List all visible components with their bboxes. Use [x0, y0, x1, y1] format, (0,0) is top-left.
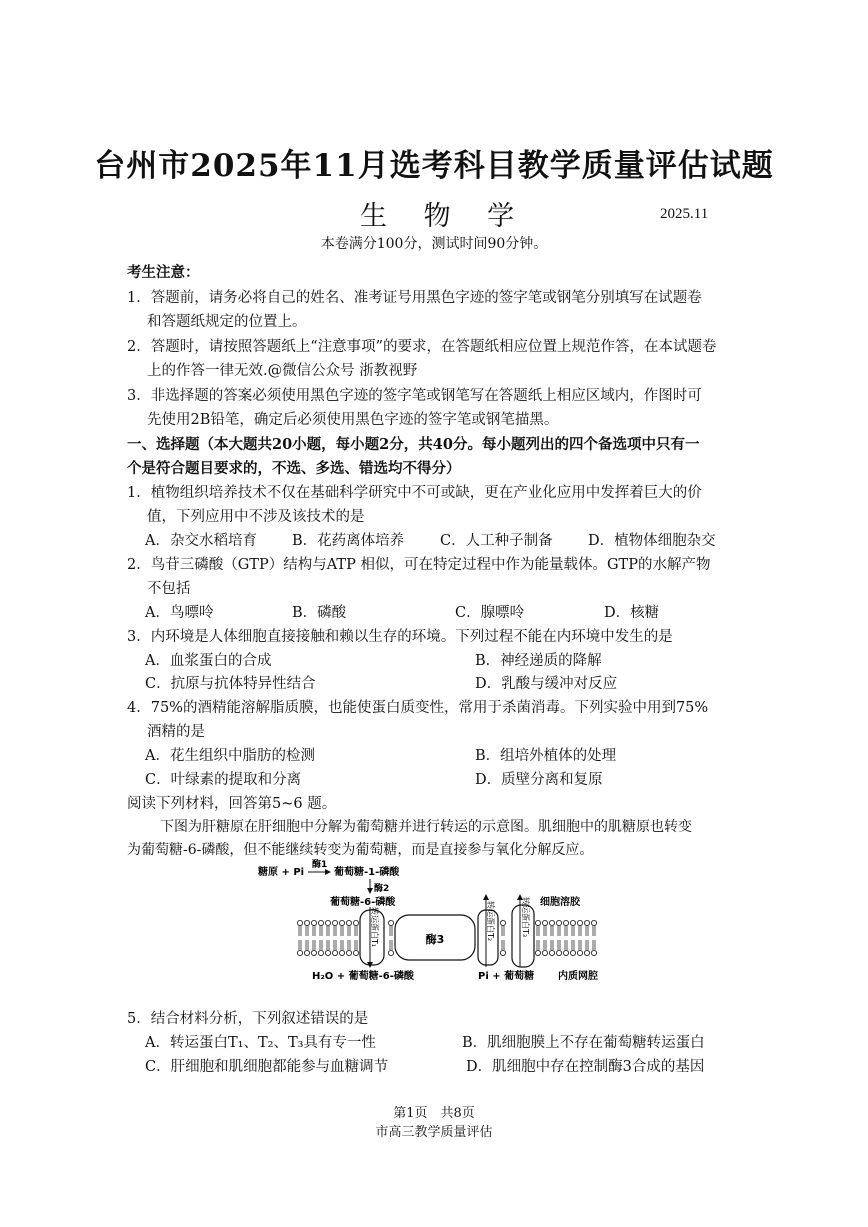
q2-option-a: A．鸟嘌呤 — [145, 605, 214, 621]
q4-option-b: B．组培外植体的处理 — [475, 748, 617, 764]
lipid-head — [500, 950, 505, 955]
diagram-label-enzyme1: 酶1 — [312, 860, 328, 870]
q1-option-c: C．人工种子制备 — [440, 533, 553, 549]
q5-option-a: A．转运蛋白T₁、T₂、T₃具有专一性 — [145, 1035, 376, 1051]
lipid-head — [346, 950, 351, 955]
q3-option-b: B．神经递质的降解 — [475, 653, 602, 669]
lipid-head — [542, 950, 547, 955]
subject-name: 生 物 学 — [360, 201, 529, 232]
q4-option-c: C．叶绿素的提取和分离 — [145, 772, 302, 788]
notice-line: 3．非选择题的答案必须使用黑色字迹的签字笔或钢笔写在答题纸上相应区域内，作图时可 — [127, 388, 702, 404]
question-3-stem: 3．内环境是人体细胞直接接触和赖以生存的环境。下列过程不能在内环境中发生的是 — [127, 629, 673, 645]
question-4-stem: 酒精的是 — [147, 724, 205, 740]
footer-org: 市高三教学质量评估 — [375, 1125, 493, 1140]
lipid-head — [297, 920, 302, 925]
diagram-label-er: 内质网腔 — [558, 971, 598, 982]
diagram-label-bottom-mid: Pi + 葡萄糖 — [478, 971, 535, 982]
lipid-head — [297, 950, 302, 955]
lipid-head — [325, 950, 330, 955]
exam-date: 2025.11 — [660, 206, 709, 222]
question-2-stem: 不包括 — [147, 581, 191, 597]
diagram-label-g6p: 葡萄糖-6-磷酸 — [330, 897, 396, 908]
q2-option-b: B．磷酸 — [292, 605, 347, 621]
reading-paragraph: 下图为肝糖原在肝细胞中分解为葡萄糖并进行转运的示意图。肌细胞中的肌糖原也转变 — [160, 819, 692, 835]
lipid-head — [318, 950, 323, 955]
question-1-stem: 1．植物组织培养技术不仅在基础科学研究中不可或缺，更在产业化应用中发挥着巨大的价 — [127, 485, 702, 501]
diagram-label-enzyme2: 酶2 — [374, 884, 390, 894]
notice-line: 上的作答一律无效.@微信公众号 浙教视野 — [147, 363, 418, 379]
exam-title: 台州市2025年11月选考科目教学质量评估试题 — [94, 148, 774, 184]
diagram-label-cytosol: 细胞溶胶 — [540, 897, 580, 908]
diagram-label-g1p: 葡萄糖-1-磷酸 — [334, 867, 400, 878]
diagram-label-t3: 转运蛋白T₃ — [521, 896, 530, 938]
lipid-head — [556, 950, 561, 955]
lipid-head — [311, 920, 316, 925]
lipid-head — [535, 950, 540, 955]
q4-option-a: A．花生组织中脂肪的检测 — [145, 748, 315, 764]
notice-heading: 考生注意： — [127, 264, 200, 281]
q4-option-d: D．质壁分离和复原 — [475, 772, 603, 788]
section-heading: 一、选择题（本大题共20小题，每小题2分，共40分。每小题列出的四个备选项中只有一 — [127, 436, 700, 453]
lipid-head — [304, 950, 309, 955]
notice-line: 和答题纸规定的位置上。 — [147, 314, 307, 330]
reading-paragraph: 为葡萄糖-6-磷酸，但不能继续转变为葡萄糖，而是直接参与氧化分解反应。 — [127, 842, 594, 858]
lipid-head — [549, 950, 554, 955]
q2-option-c: C．腺嘌呤 — [455, 605, 525, 621]
lipid-head — [339, 950, 344, 955]
diagram-label-enzyme3: 酶3 — [425, 933, 445, 946]
lipid-head — [535, 920, 540, 925]
lipid-head — [542, 920, 547, 925]
q5-option-d: D．肌细胞中存在控制酶3合成的基因 — [466, 1059, 705, 1075]
lipid-head — [591, 950, 596, 955]
lipid-head — [339, 920, 344, 925]
q3-option-a: A．血浆蛋白的合成 — [145, 653, 272, 669]
lipid-head — [577, 920, 582, 925]
notice-line: 先使用2B铅笔，确定后必须使用黑色字迹的签字笔或钢笔描黑。 — [147, 412, 559, 428]
q3-option-d: D．乳酸与缓冲对反应 — [475, 676, 618, 692]
lipid-head — [563, 950, 568, 955]
diagram-label-t1: 转运蛋白T₁ — [370, 906, 379, 948]
question-5-stem: 5．结合材料分析，下列叙述错误的是 — [127, 1011, 369, 1027]
lipid-head — [353, 950, 358, 955]
lipid-head — [549, 920, 554, 925]
diagram-label-t2: 转运蛋白T₂ — [486, 900, 495, 942]
lipid-head — [325, 920, 330, 925]
lipid-head — [388, 950, 393, 955]
lipid-head — [332, 920, 337, 925]
section-heading: 个是符合题目要求的，不选、多选、错选均不得分） — [127, 460, 461, 477]
lipid-head — [318, 920, 323, 925]
lipid-head — [591, 920, 596, 925]
q1-option-b: B．花药离体培养 — [292, 533, 405, 549]
lipid-head — [332, 950, 337, 955]
lipid-head — [584, 950, 589, 955]
lipid-head — [353, 920, 358, 925]
lipid-head — [388, 920, 393, 925]
q3-option-c: C．抗原与抗体特异性结合 — [145, 676, 316, 692]
glycogen-transport-diagram — [250, 855, 610, 985]
question-4-stem: 4．75%的酒精能溶解脂质膜，也能使蛋白质变性，常用于杀菌消毒。下列实验中用到75% — [127, 700, 709, 716]
notice-line: 1．答题前，请务必将自己的姓名、准考证号用黑色字迹的签字笔或钢笔分别填写在试题卷 — [127, 290, 702, 306]
q5-option-c: C．肝细胞和肌细胞都能参与血糖调节 — [145, 1059, 389, 1075]
q1-option-a: A．杂交水稻培育 — [145, 533, 257, 549]
lipid-head — [584, 920, 589, 925]
lipid-head — [500, 920, 505, 925]
lipid-head — [570, 950, 575, 955]
reading-intro: 阅读下列材料，回答第5~6 题。 — [127, 796, 337, 812]
diagram-label-glycogen: 糖原 + Pi — [258, 867, 305, 878]
lipid-head — [346, 920, 351, 925]
lipid-head — [563, 920, 568, 925]
q1-option-d: D．植物体细胞杂交 — [588, 533, 716, 549]
q5-option-b: B．肌细胞膜上不存在葡萄糖转运蛋白 — [462, 1035, 705, 1051]
question-2-stem: 2．鸟苷三磷酸（GTP）结构与ATP 相似，可在特定过程中作为能量载体。GTP的水解产物 — [127, 557, 711, 573]
q2-option-d: D．核糖 — [604, 605, 660, 621]
page-number: 第1页 共8页 — [393, 1106, 475, 1121]
question-1-stem: 值，下列应用中不涉及该技术的是 — [147, 509, 365, 525]
lipid-head — [570, 920, 575, 925]
lipid-head — [577, 950, 582, 955]
score-note: 本卷满分100分，测试时间90分钟。 — [320, 236, 548, 252]
lipid-head — [304, 920, 309, 925]
lipid-head — [311, 950, 316, 955]
diagram-label-bottom-left: H₂O + 葡萄糖-6-磷酸 — [312, 971, 414, 982]
lipid-head — [556, 920, 561, 925]
notice-line: 2．答题时，请按照答题纸上“注意事项”的要求，在答题纸相应位置上规范作答，在本试题卷 — [127, 339, 717, 355]
